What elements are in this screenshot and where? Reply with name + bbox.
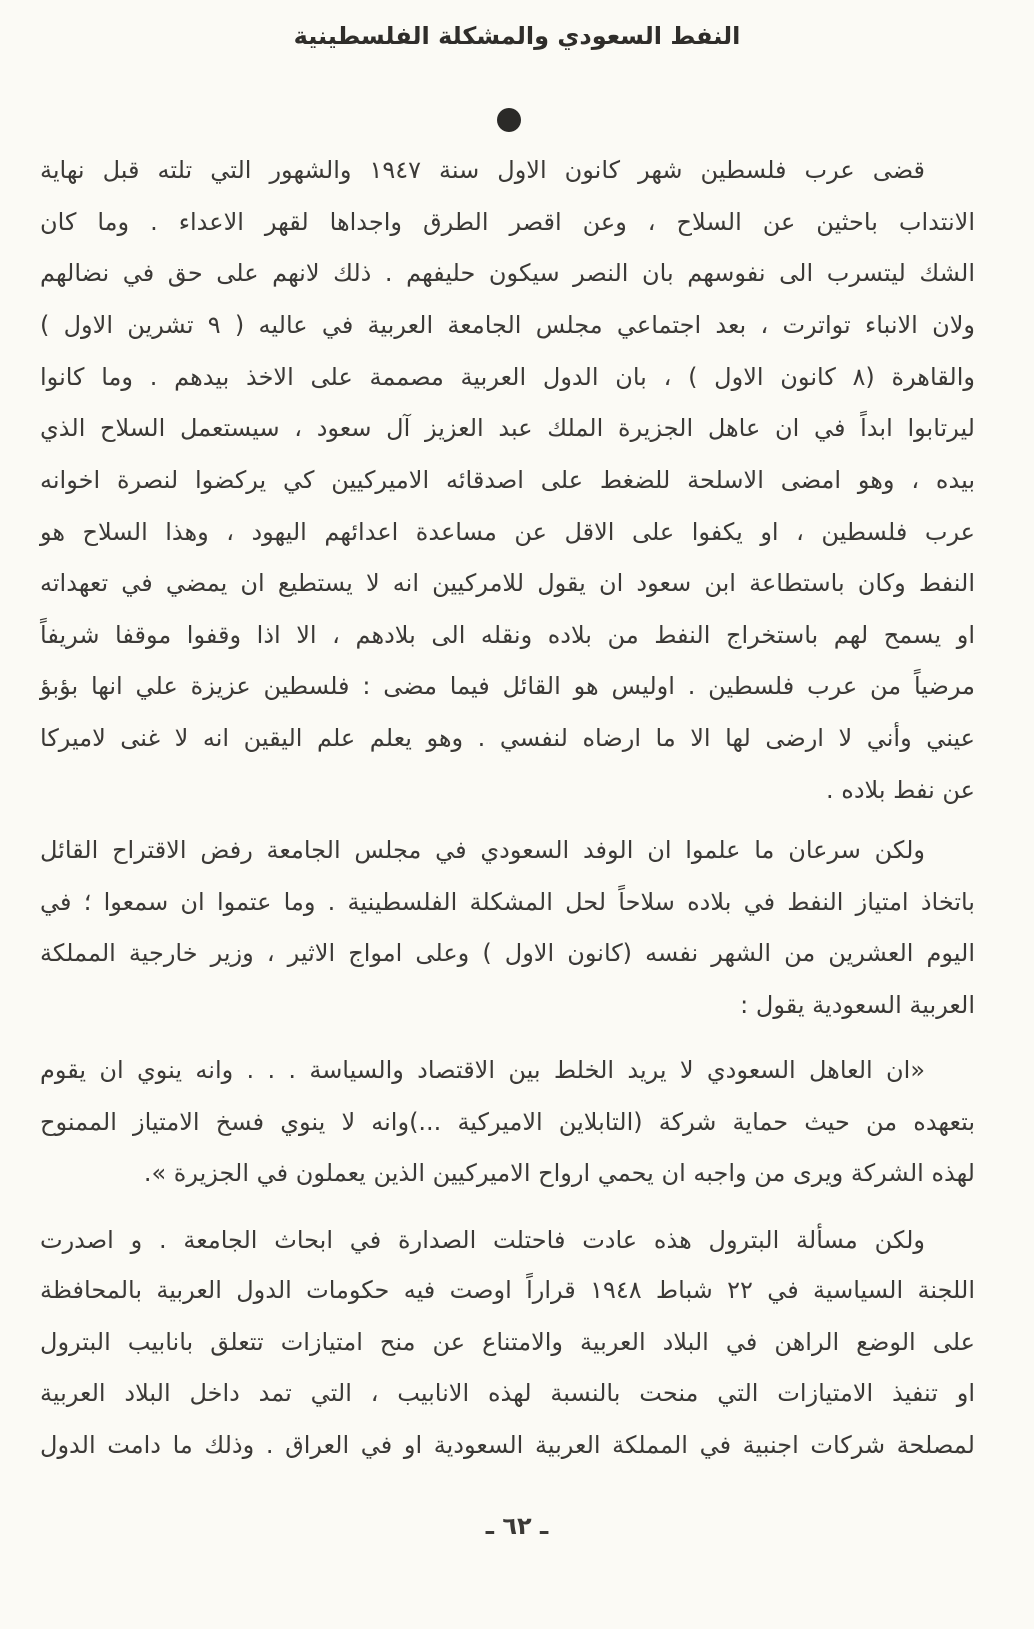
text-line: اليوم العشرين من الشهر نفسه (كانون الاول ) وعلى امواج الاثير ، وزير خارجية المملكة xyxy=(40,939,975,967)
running-header: النفط السعودي والمشكلة الفلسطينية xyxy=(293,22,741,50)
quote-line: «ان العاهل السعودي لا يريد الخلط بين الاقتصاد والسياسة . . . وانه ينوي ان يقوم xyxy=(40,1056,925,1084)
text-line: او يسمح لهم باستخراج النفط من بلاده ونقله الى بلادهم ، الا اذا وقفوا موقفا شريفاً xyxy=(40,621,975,649)
text-line: باتخاذ امتياز النفط في بلاده سلاحاً لحل المشكلة الفلسطينية . وما عتموا ان سمعوا ؛ في xyxy=(40,888,975,916)
text-line: الانتداب باحثين عن السلاح ، وعن اقصر الطرق واجداها لقهر الاعداء . وما كان xyxy=(40,208,975,236)
text-line: الشك ليتسرب الى نفوسهم بان النصر سيكون حليفهم . ذلك لانهم على حق في نضالهم xyxy=(40,259,975,287)
text-line: النفط وكان باستطاعة ابن سعود ان يقول للامركيين انه لا يستطيع ان يمضي في تعهداته xyxy=(40,569,975,597)
quote-line: لهذه الشركة ويرى من واجبه ان يحمي ارواح الاميركيين الذين يعملون في الجزيرة ». xyxy=(143,1159,975,1187)
text-line: عرب فلسطين ، او يكفوا على الاقل عن مساعدة اعدائهم اليهود ، وهذا السلاح هو xyxy=(40,518,975,546)
text-line: مرضياً من عرب فلسطين . اوليس هو القائل فيما مضى : فلسطين عزيزة علي انها بؤبؤ xyxy=(40,672,975,700)
section-bullet-icon xyxy=(497,108,521,132)
text-line: والقاهرة (٨ كانون الاول ) ، بان الدول العربية مصممة على الاخذ بيدهم . وما كانوا xyxy=(40,363,975,391)
text-line: عيني وأني لا ارضى لها الا ما ارضاه لنفسي . وهو يعلم علم اليقين انه لا غنى لاميركا xyxy=(40,724,975,752)
text-line: اللجنة السياسية في ٢٢ شباط ١٩٤٨ قراراً اوصت فيه حكومات الدول العربية بالمحافظة xyxy=(40,1276,975,1304)
text-line: قضى عرب فلسطين شهر كانون الاول سنة ١٩٤٧ والشهور التي تلته قبل نهاية xyxy=(40,156,925,184)
text-line: ولكن مسألة البترول هذه عادت فاحتلت الصدارة في ابحاث الجامعة . و اصدرت xyxy=(40,1226,925,1254)
text-line: العربية السعودية يقول : xyxy=(740,991,975,1019)
text-line: لمصلحة شركات اجنبية في المملكة العربية السعودية او في العراق . وذلك ما دامت الدول xyxy=(40,1431,975,1459)
text-line: بيده ، وهو امضى الاسلحة للضغط على اصدقائه الاميركيين كي يركضوا لنصرة اخوانه xyxy=(40,466,975,494)
text-line: ولان الانباء تواترت ، بعد اجتماعي مجلس الجامعة العربية في عاليه ( ٩ تشرين الاول ) xyxy=(40,311,976,339)
text-line: او تنفيذ الامتيازات التي منحت بالنسبة لهذه الانابيب ، التي تمد داخل البلاد العربية xyxy=(40,1379,975,1407)
text-line: على الوضع الراهن في البلاد العربية والامتناع عن منح امتيازات تتعلق بانابيب البترول xyxy=(40,1328,975,1356)
page-number: ـ ٦٢ ـ xyxy=(485,1512,549,1540)
quote-line: بتعهده من حيث حماية شركة (التابلاين الاميركية ...)وانه لا ينوي فسخ الامتياز الممنوح xyxy=(40,1108,975,1136)
text-line: ليرتابوا ابداً في ان عاهل الجزيرة الملك عبد العزيز آل سعود ، سيستعمل السلاح الذي xyxy=(40,414,975,442)
text-line: عن نفط بلاده . xyxy=(826,776,975,804)
text-line: ولكن سرعان ما علموا ان الوفد السعودي في مجلس الجامعة رفض الاقتراح القائل xyxy=(40,836,925,864)
